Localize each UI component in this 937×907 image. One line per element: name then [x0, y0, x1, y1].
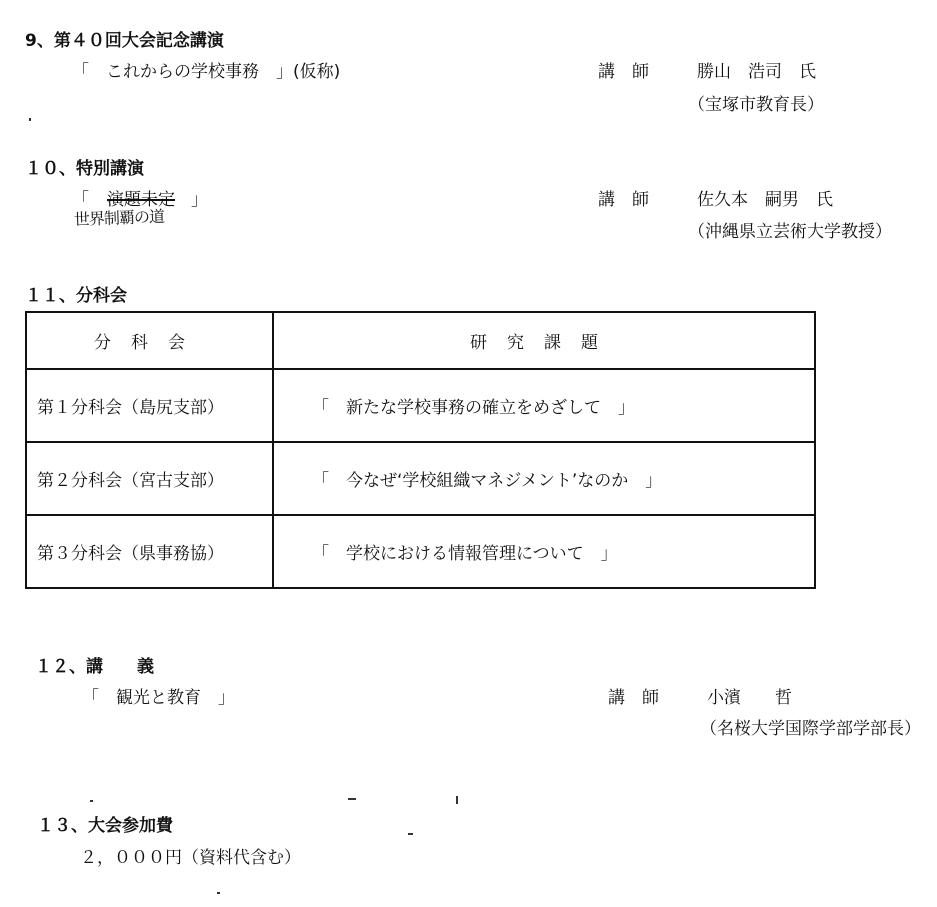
table-cell-topic: 「 今なぜ‘学校組織マネジメント’なのか 」 [273, 442, 815, 515]
section-9-speaker-affiliation: （宝塚市教育長） [688, 95, 824, 115]
table-header-row [26, 312, 815, 369]
scan-speck [90, 800, 93, 802]
section-12-speaker-label: 講 師 [608, 688, 659, 708]
table-header-section: 分科会 [26, 312, 273, 369]
section-12-heading: １２、講 義 [35, 657, 154, 677]
section-10-speaker-name: 佐久本 嗣男 氏 [697, 190, 833, 210]
table-row [26, 369, 815, 442]
section-9-speaker-name: 勝山 浩司 氏 [697, 62, 816, 82]
scan-speck [217, 892, 220, 894]
table-cell-topic: 「 新たな学校事務の確立をめざして 」 [273, 369, 815, 442]
section-9-heading: 9、第４０回大会記念講演 [25, 31, 224, 51]
scan-speck [408, 833, 413, 835]
section-9-title: 「 これからの学校事務 」(仮称) [72, 62, 341, 82]
section-10-speaker-label: 講 師 [598, 190, 649, 210]
section-10-speaker-affiliation: （沖縄県立芸術大学教授） [688, 222, 892, 242]
table-cell-section: 第３分科会（県事務協） [26, 515, 273, 588]
section-12-title: 「 観光と教育 」 [82, 688, 235, 708]
table-row [26, 515, 815, 588]
table-cell-section: 第１分科会（島尻支部） [26, 369, 273, 442]
table-row [26, 442, 815, 515]
section-10-title-close: 」 [191, 190, 208, 210]
scan-speck [456, 796, 458, 804]
section-10-title-struck: 演題未定 [107, 190, 175, 210]
section-11-heading: １１、分科会 [25, 286, 127, 306]
section-9-speaker-label: 講 師 [598, 62, 649, 82]
section-10-handwritten-title: 世界制覇の道 [73, 206, 165, 229]
section-13-heading: １３、大会参加費 [37, 816, 173, 836]
section-12-speaker-affiliation: （名桜大学国際学部学部長） [700, 719, 921, 739]
scan-speck [348, 798, 356, 800]
section-10-heading: １０、特別講演 [25, 159, 144, 179]
section-10-title-open: 「 [72, 190, 89, 210]
breakout-session-table [25, 311, 816, 589]
table-header-topic: 研究課題 [273, 312, 815, 369]
table-cell-topic: 「 学校における情報管理について 」 [273, 515, 815, 588]
section-12-speaker-name: 小濱 哲 [707, 688, 792, 708]
section-10-title [72, 192, 208, 209]
scan-speck [29, 118, 31, 121]
table-cell-section: 第２分科会（宮古支部） [26, 442, 273, 515]
section-13-fee: ２，０００円（資料代含む） [80, 848, 301, 868]
